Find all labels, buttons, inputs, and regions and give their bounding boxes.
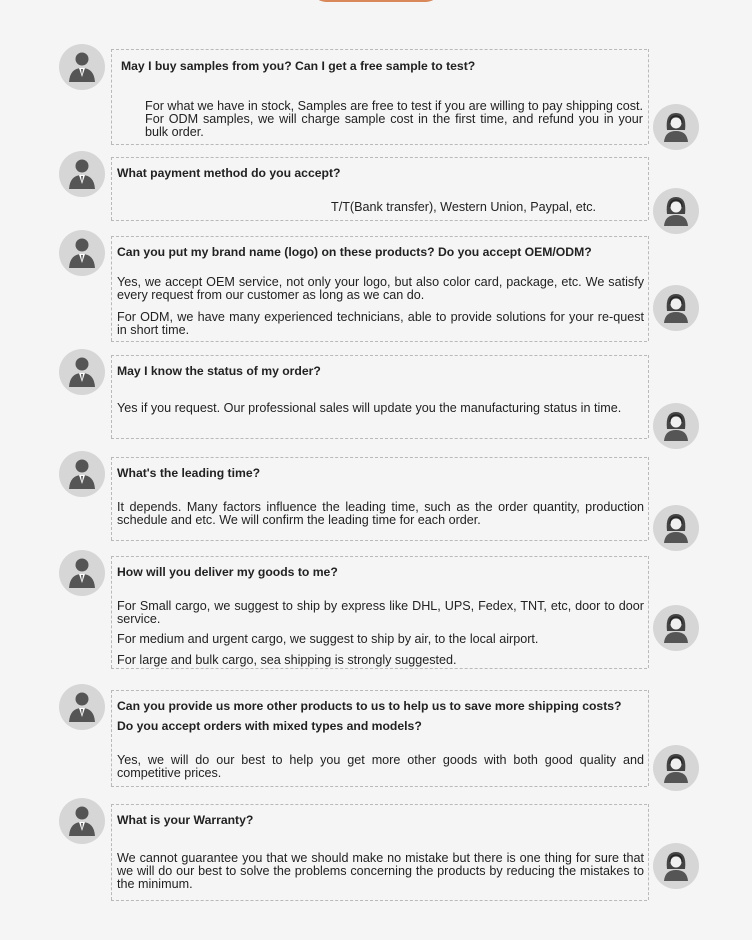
faq-question: Can you provide us more other products to us to help us to save more shipping costs? Do you accept orders with mixed types and models?	[117, 699, 622, 733]
man-avatar-icon	[59, 798, 105, 844]
faq-question: May I know the status of my order?	[117, 364, 321, 378]
faq-question: What is your Warranty?	[117, 813, 254, 827]
faq-question: What payment method do you accept?	[117, 166, 341, 180]
man-avatar-icon	[59, 451, 105, 497]
woman-support-avatar-icon	[653, 745, 699, 791]
faq-answer: For what we have in stock, Samples are free to test if you are willing to pay shipping cost. For ODM samples, we will charge sample cost in the first time, and refund you in your bulk order.	[145, 99, 643, 139]
man-avatar-icon	[59, 230, 105, 276]
man-avatar-icon	[59, 684, 105, 730]
man-avatar-icon	[59, 550, 105, 596]
faq-answer: It depends. Many factors influence the leading time, such as the order quantity, production schedule and etc. We will confirm the leading time for each order.	[117, 500, 644, 527]
top-decoration	[312, 0, 440, 2]
faq-question: How will you deliver my goods to me?	[117, 565, 338, 579]
faq-answer: Yes, we will do our best to help you get more other goods with both good quality and competitive prices.	[117, 753, 644, 780]
faq-answer: For ODM, we have many experienced technicians, able to provide solutions for your re-quest in short time.	[117, 310, 644, 337]
faq-answer: Yes if you request. Our professional sales will update you the manufacturing status in time.	[117, 401, 622, 415]
woman-support-avatar-icon	[653, 104, 699, 150]
woman-support-avatar-icon	[653, 188, 699, 234]
faq-answer: We cannot guarantee you that we should make no mistake but there is one thing for sure that we will do our best to solve the problems concerning the products by reducing the mistakes to the minimum.	[117, 851, 644, 891]
faq-question: What's the leading time?	[117, 466, 261, 480]
woman-support-avatar-icon	[653, 843, 699, 889]
faq-answer: For medium and urgent cargo, we suggest to ship by air, to the local airport.	[117, 632, 539, 646]
faq-answer: T/T(Bank transfer), Western Union, Paypal, etc.	[331, 200, 597, 214]
woman-support-avatar-icon	[653, 505, 699, 551]
man-avatar-icon	[59, 349, 105, 395]
woman-support-avatar-icon	[653, 285, 699, 331]
faq-answer: Yes, we accept OEM service, not only your logo, but also color card, package, etc. We satisfy every request from our customer as long as we can do.	[117, 275, 644, 302]
woman-support-avatar-icon	[653, 403, 699, 449]
faq-answer: For large and bulk cargo, sea shipping is strongly suggested.	[117, 653, 457, 667]
man-avatar-icon	[59, 44, 105, 90]
faq-answer: For Small cargo, we suggest to ship by express like DHL, UPS, Fedex, TNT, etc, door to door service.	[117, 599, 644, 626]
faq-question: Can you put my brand name (logo) on these products? Do you accept OEM/ODM?	[117, 245, 592, 259]
faq-question: May I buy samples from you? Can I get a free sample to test?	[121, 59, 476, 73]
woman-support-avatar-icon	[653, 605, 699, 651]
man-avatar-icon	[59, 151, 105, 197]
